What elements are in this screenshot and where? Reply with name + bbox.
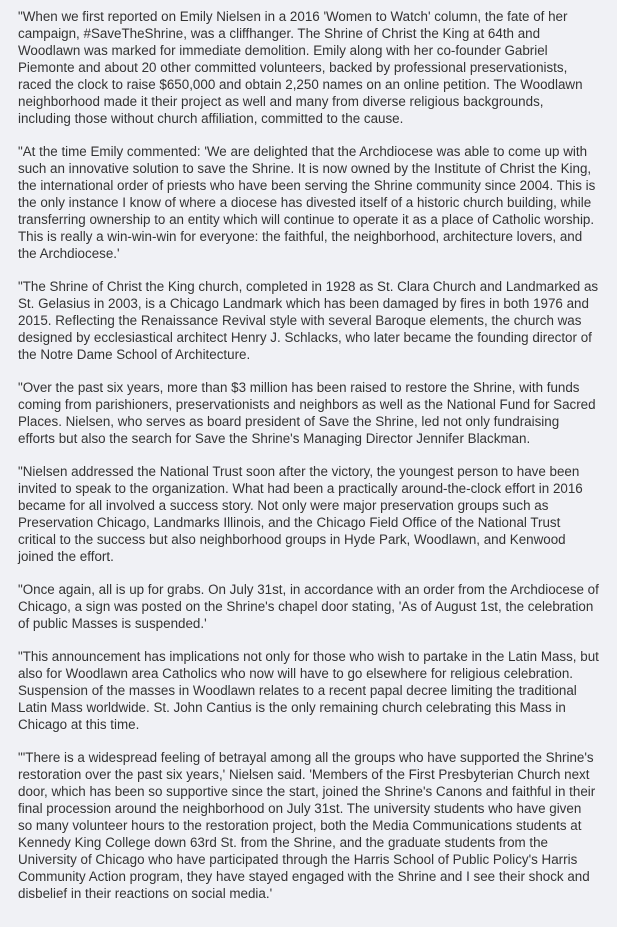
paragraph-2: "At the time Emily commented: 'We are delighted that the Archdiocese was able to come up with such an innovative solution to save the Shrine. It is now owned by the Institute of Christ the King, the international order of priests who have been serving the Shrine community since 2004. This is the only instance I know of where a diocese has divested itself of a historic church building, while transferring ownership to an entity which will continue to operate it as a place of Catholic worship. This is really a win-win-win for everyone: the faithful, the neighborhood, architecture lovers, and the Archdiocese.' [18, 144, 596, 261]
paragraph-7: "This announcement has implications not only for those who wish to partake in the Latin Mass, but also for Woodlawn area Catholics who now will have to go elsewhere for religious celebration. Suspension of the masses in Woodlawn relates to a recent papal decree limiting the traditional Latin Mass worldwide. St. John Cantius is the only remaining church celebrating this Mass in Chicago at this time. [18, 649, 599, 732]
paragraph-1: "When we first reported on Emily Nielsen in a 2016 'Women to Watch' column, the fate of her campaign, #SaveTheShrine, was a cliffhanger. The Shrine of Christ the King at 64th and Woodlawn was marked for immediate demolition. Emily along with her co-founder Gabriel Piemonte and about 20 other committed volunteers, backed by professional preservationists, raced the clock to raise $650,000 and obtain 2,250 names on an online petition. The Woodlawn neighborhood made it their project as well and many from diverse religious backgrounds, including those without church affiliation, committed to the cause. [18, 9, 583, 126]
paragraph-3: "The Shrine of Christ the King church, completed in 1928 as St. Clara Church and Landmarked as St. Gelasius in 2003, is a Chicago Landmark which has been damaged by fires in both 1976 and 2015. Reflecting the Renaissance Revival style with several Baroque elements, the church was designed by ecclesiastical architect Henry J. Schlacks, who later became the founding director of the Notre Dame School of Architecture. [18, 279, 599, 362]
paragraph-4: "Over the past six years, more than $3 million has been raised to restore the Shrine, with funds coming from parishioners, preservationists and neighbors as well as the National Fund for Sacred Places. Nielsen, who serves as board president of Save the Shrine, led not only fundraising efforts but also the search for Save the Shrine's Managing Director Jennifer Blackman. [18, 380, 596, 446]
paragraph-5: "Nielsen addressed the National Trust soon after the victory, the youngest person to have been invited to speak to the organization. What had been a practically around-the-clock effort in 2016 became for all involved a success story. Not only were major preservation groups such as Preservation Chicago, Landmarks Illinois, and the Chicago Field Office of the National Trust critical to the success but also neighborhood groups in Hyde Park, Woodlawn, and Kenwood joined the effort. [18, 464, 583, 564]
paragraph-6: "Once again, all is up for grabs. On July 31st, in accordance with an order from the Archdiocese of Chicago, a sign was posted on the Shrine's chapel door stating, 'As of August 1st, the celebration of public Masses is suspended.' [18, 582, 599, 631]
paragraph-8: "'There is a widespread feeling of betrayal among all the groups who have supported the Shrine's restoration over the past six years,' Nielsen said. 'Members of the First Presbyterian Church next door, which has been so supportive since the start, joined the Shrine's Canons and faithful in their final procession around the neighborhood on July 31st. The university students who have given so many volunteer hours to the restoration project, both the Media Communications students at Kennedy King College down 63rd St. from the Shrine, and the graduate students from the University of Chicago who have participated through the Harris School of Public Policy's Harris Community Action program, they have stayed engaged with the Shrine and I see their shock and disbelief in their reactions on social media.' [18, 750, 596, 901]
